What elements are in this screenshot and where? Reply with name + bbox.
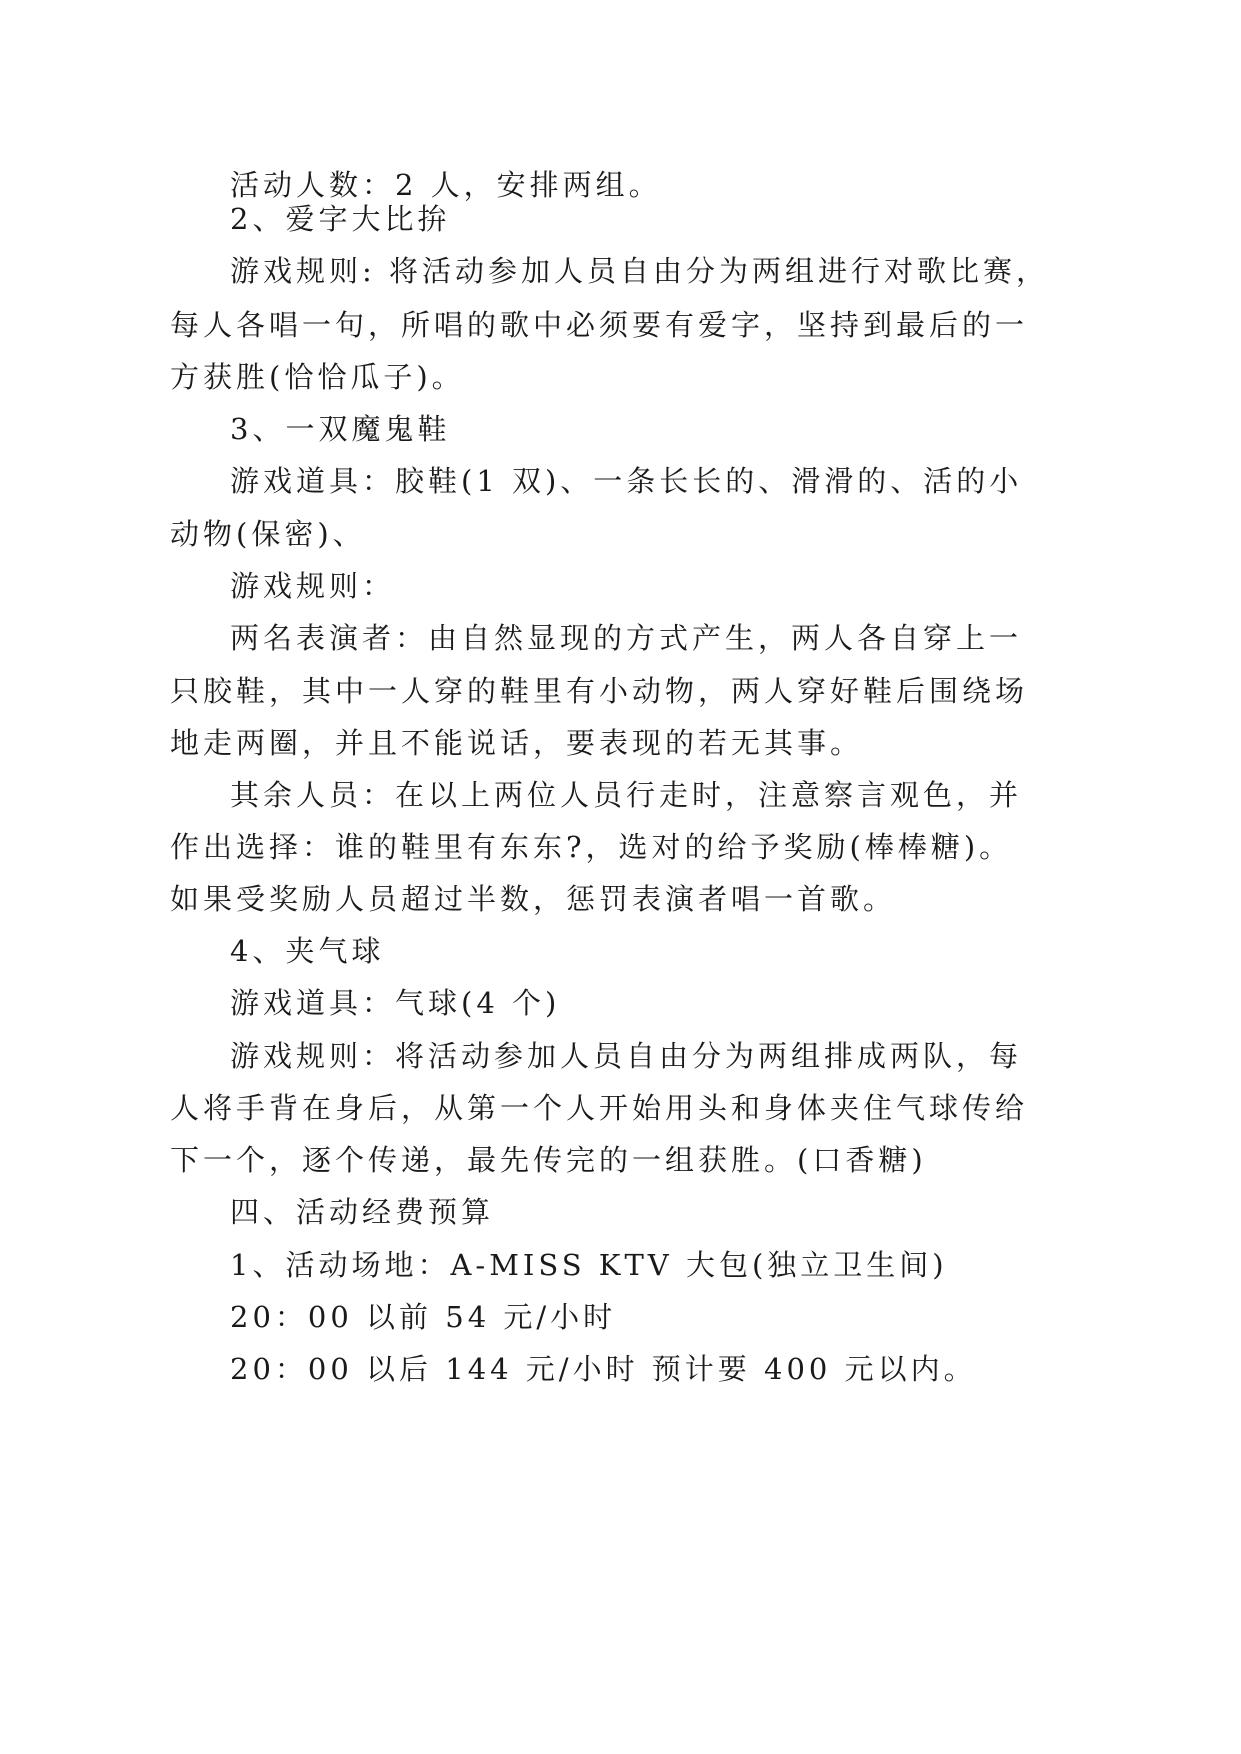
section-heading: 3、一双魔鬼鞋	[230, 412, 451, 446]
text-line: 下一个，逐个传递，最先传完的一组获胜。(口香糖)	[170, 1143, 927, 1177]
text-line: 游戏规则：将活动参加人员自由分为两组排成两队，每	[230, 1039, 1023, 1073]
text-line: 如果受奖励人员超过半数，惩罚表演者唱一首歌。	[170, 882, 897, 916]
text-line: 活动人数：2 人，安排两组。	[230, 168, 662, 202]
text-line: 人将手背在身后，从第一个人开始用头和身体夹住气球传给	[170, 1091, 1029, 1125]
text-line: 游戏道具：气球(4 个)	[230, 986, 561, 1020]
text-line: 地走两圈，并且不能说话，要表现的若无其事。	[170, 726, 864, 760]
text-line: 1、活动场地：A-MISS KTV 大包(独立卫生间)	[230, 1248, 948, 1282]
text-line: 游戏道具：胶鞋(1 双)、一条长长的、滑滑的、活的小	[230, 464, 1023, 498]
text-line: 作出选择：谁的鞋里有东东?，选对的给予奖励(棒棒糖)。	[170, 830, 1013, 864]
text-line: 动物(保密)、	[170, 517, 366, 551]
text-line: 其余人员：在以上两位人员行走时，注意察言观色，并	[230, 778, 1023, 812]
section-heading: 4、夹气球	[230, 934, 385, 968]
text-line: 只胶鞋，其中一人穿的鞋里有小动物，两人穿好鞋后围绕场	[170, 674, 1029, 708]
text-line: 游戏规则: 将活动参加人员自由分为两组进行对歌比赛，	[230, 254, 1049, 288]
text-line: 20：00 以后 144 元/小时 预计要 400 元以内。	[230, 1352, 977, 1386]
text-line: 两名表演者：由自然显现的方式产生，两人各自穿上一	[230, 621, 1023, 655]
section-heading: 四、活动经费预算	[230, 1195, 495, 1229]
text-line: 方获胜(恰恰瓜子)。	[170, 360, 465, 394]
text-line: 每人各唱一句，所唱的歌中必须要有爱字，坚持到最后的一	[170, 308, 1029, 342]
text-line: 游戏规则：	[230, 569, 396, 603]
text-line: 20：00 以前 54 元/小时	[230, 1300, 617, 1334]
section-heading: 2、爱字大比拚	[230, 202, 451, 236]
